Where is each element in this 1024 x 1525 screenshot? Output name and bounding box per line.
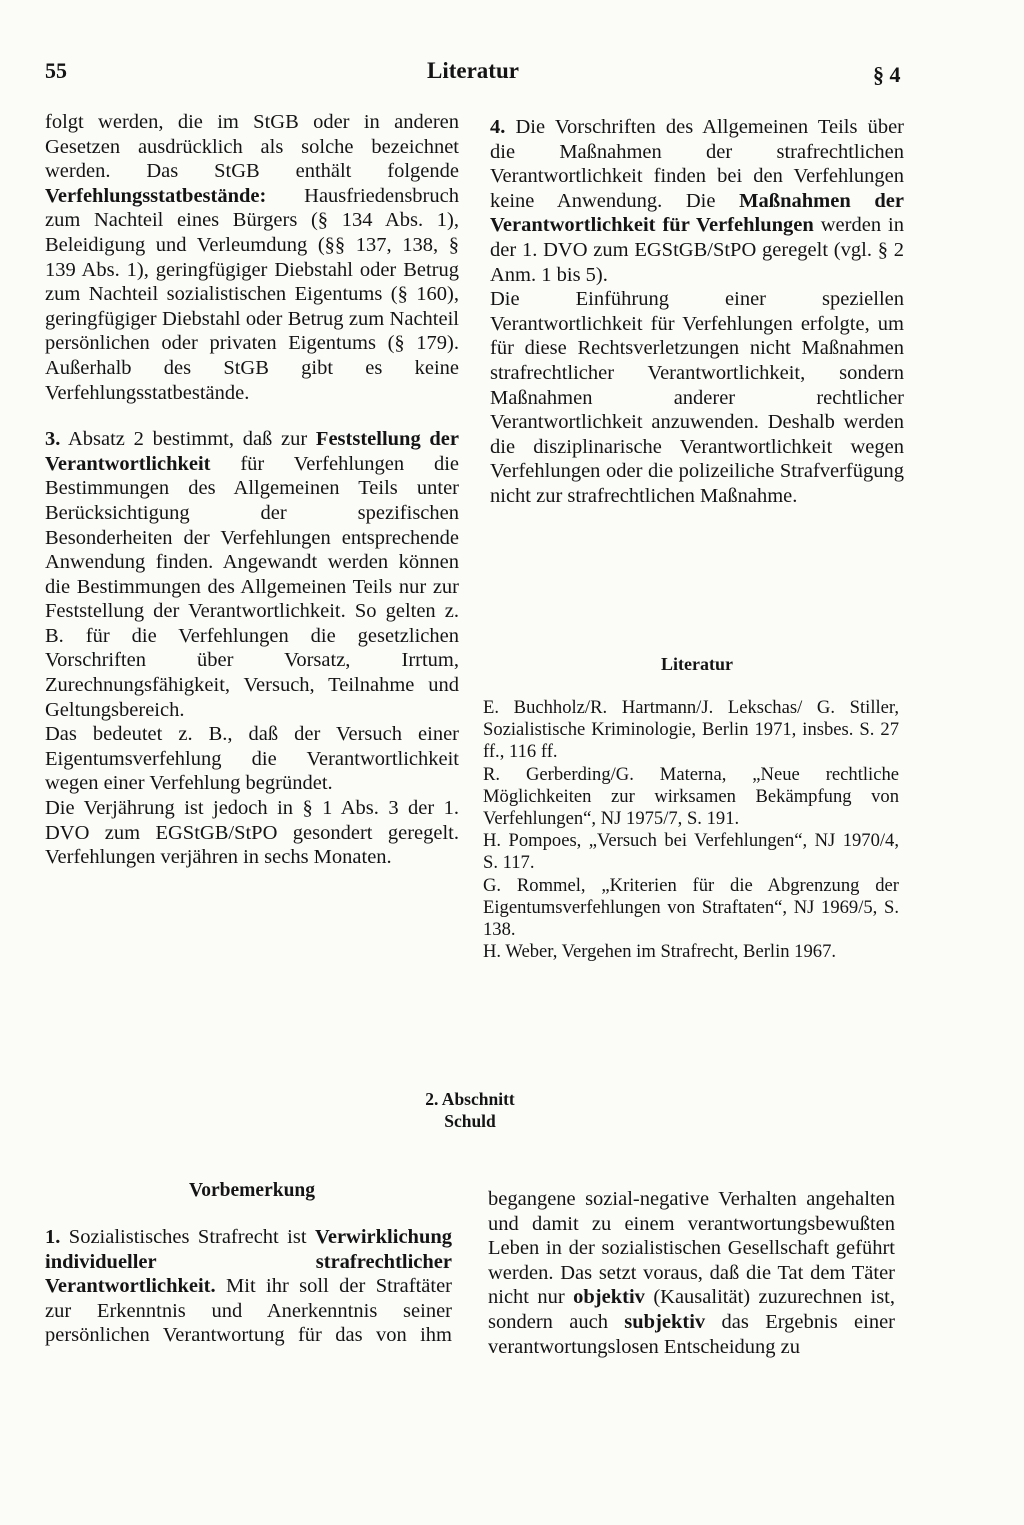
- text: Mit ihr soll der Straftäter zur Erkenntnis und Anerkenntnis seiner persönlichen Verantwortung für das von ihm begangene sozial-negative Verhalten angehalten und damit zu einem verantwortungsbewußten Leben in der sozialistischen Gesellschaft geführt werden. Das setzt voraus, daß die Tat dem Täter nicht nur: [45, 1188, 895, 1347]
- literature-heading: Literatur: [661, 654, 733, 674]
- bold-term: Verwirklichung individueller strafrechtlicher Verantwortlichkeit.: [45, 1226, 453, 1298]
- paragraph-number: 1.: [45, 1226, 61, 1248]
- literature-list: [483, 697, 899, 963]
- bold-term: objektiv: [573, 1286, 645, 1309]
- literature-entry: E. Buchholz/R. Hartmann/J. Lekschas/ G. Stiller, Sozialistische Kriminologie, Berlin 1971, insbes. S. 27 ff., 116 ff.: [483, 697, 899, 763]
- text: Absatz 2 bestimmt, daß zur: [67, 428, 308, 451]
- text: Die Vorschriften des Allgemeinen Teils über die Maßnahmen der strafrechtlichen Verantwortlichkeit finden bei den Verfehlungen keine Anwendung. Die: [490, 116, 904, 212]
- vorbemerkung-text: [45, 1187, 895, 1387]
- bold-term: subjektiv: [624, 1310, 706, 1333]
- bold-term: Maßnahmen der Verantwortlichkeit für Verfehlungen: [490, 189, 904, 237]
- vorbemerkung-heading: Vorbemerkung: [188, 1180, 316, 1201]
- text: werden in der 1. DVO zum EGStGB/StPO geregelt (vgl. § 2 Anm. 1 bis 5).: [490, 214, 904, 286]
- paragraph: Die Verjährung ist jedoch in § 1 Abs. 3 der 1. DVO zum EGStGB/StPO gesondert geregelt. Verfehlungen verjähren in sechs Monaten.: [45, 797, 459, 869]
- paragraph: [45, 110, 459, 405]
- paragraph-number: 3.: [45, 428, 61, 451]
- section-number: 2. Abschnitt: [425, 1089, 515, 1109]
- spacer: [45, 1187, 452, 1225]
- text: (Kausalität) zuzurechnen ist, sondern auch: [488, 1286, 895, 1333]
- text: das Ergebnis einer verantwortungslosen Entscheidung zu: [488, 1310, 896, 1358]
- section-marker: § 4: [873, 62, 901, 87]
- bold-term: Feststellung der Verantwortlichkeit: [45, 428, 460, 475]
- literature-entry: H. Weber, Vergehen im Strafrecht, Berlin 1967.: [483, 941, 837, 963]
- bold-term: Verfehlungsstatbestände:: [45, 184, 267, 207]
- paragraph: Das bedeutet z. B., daß der Versuch einer Eigentumsverfehlung die Verantwortlichkeit wegen einer Verfehlung begründet.: [45, 723, 459, 795]
- section-title: Schuld: [444, 1111, 496, 1131]
- text: Sozialistisches Strafrecht ist: [68, 1226, 307, 1248]
- section-heading: [380, 1088, 560, 1132]
- literature-entry: H. Pompoes, „Versuch bei Verfehlungen“, NJ 1970/4, S. 117.: [483, 830, 899, 874]
- paragraph: [490, 115, 904, 287]
- page-number: 55: [45, 58, 67, 83]
- literature-entry: R. Gerberding/G. Materna, „Neue rechtliche Möglichkeiten zur wirksamen Bekämpfung von Verfehlungen“, NJ 1975/7, S. 191.: [483, 763, 899, 830]
- right-column: [490, 115, 904, 509]
- text: Hausfriedensbruch zum Nachteil eines Bürgers (§ 134 Abs. 1), Beleidigung und Verleumdung (§§ 137, 138, § 139 Abs. 1), geringfügiger Diebstahl oder Betrug zum Nachteil sozialistischen Eigentums (§ 160), geringfügiger Diebstahl oder Betrug zum Nachteil persönlichen oder privaten Eigentums (§ 179). Außerhalb des StGB gibt es keine Verfehlungsstatbestände.: [45, 184, 459, 404]
- text: für Verfehlungen die Bestimmungen des Allgemeinen Teils unter Berücksichtigung der spezifischen Besonderheiten der Verfehlungen entsprechende Anwendung finden. Angewandt werden können die Bestimmungen des Allgemeinen Teils nur zur Feststellung der Verantwortlichkeit. So gelten z. B. für die Verfehlungen die gesetzlichen Vorschriften über Vorsatz, Irrtum, Zurechnungsfähigkeit, Versuch, Teilnahme und Geltungsbereich.: [45, 452, 459, 721]
- running-title: Literatur: [427, 58, 519, 83]
- text: folgt werden, die im StGB oder in anderen Gesetzen ausdrücklich als solche bezeichnet werden. Das StGB enthält folgende: [45, 111, 459, 183]
- literature-entry: G. Rommel, „Kriterien für die Abgrenzung der Eigentumsverfehlungen von Straftaten“, NJ 1969/5, S. 138.: [483, 874, 899, 941]
- paragraph: Die Einführung einer speziellen Verantwortlichkeit für Verfehlungen erfolgte, um für diese Rechtsverletzungen nicht Maßnahmen strafrechtlicher Verantwortlichkeit, sondern Maßnahmen anderer rechtlicher Verantwortlichkeit anzuwenden. Deshalb werden die disziplinarische Verantwortlichkeit wegen Verfehlungen oder die polizeiliche Strafverfügung nicht zur strafrechtlichen Maßnahme.: [490, 288, 904, 507]
- paragraph-number: 4.: [490, 116, 506, 138]
- left-column: [45, 110, 459, 870]
- paragraph: [45, 427, 459, 722]
